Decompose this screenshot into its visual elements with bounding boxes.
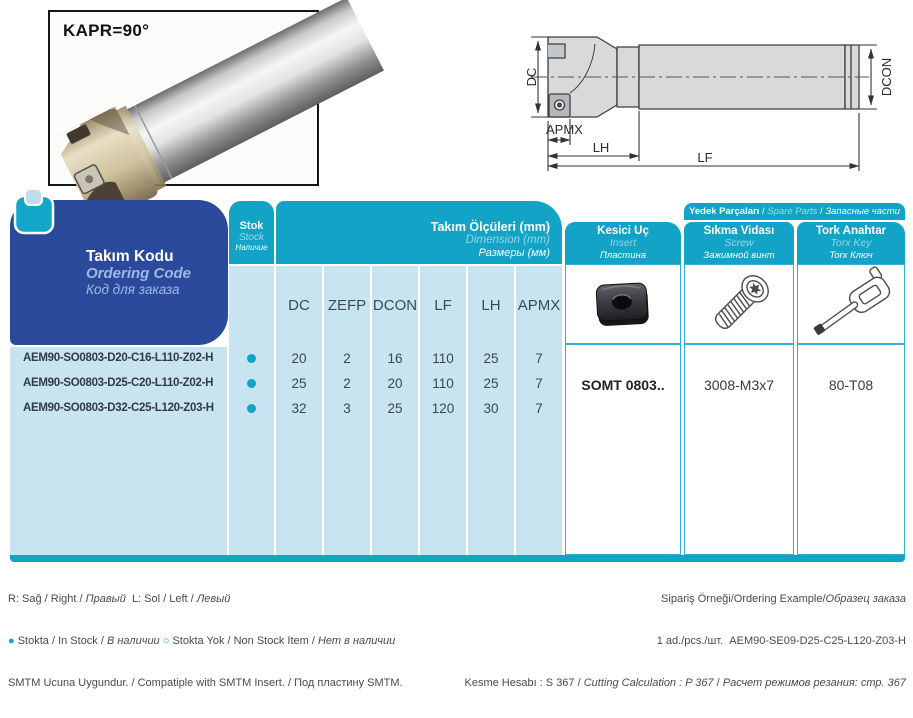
cell-dcon: 16 [387,351,403,366]
legend-stock-ru1: В наличии [106,635,160,647]
stock-label-tr: Stok [239,220,264,232]
legend-nonstock-ru: Нет в наличии [317,635,396,647]
column-header-apmx: APMX [517,296,561,314]
insert-label-ru: Пластина [600,249,646,261]
cell-apmx: 7 [535,351,543,366]
legend-stock-text: Stokta / In Stock / [14,635,107,647]
stock-status-cell [229,371,274,396]
cell-dcon: 20 [387,376,403,391]
legend-direction-text: R: Sağ / Right / [8,593,86,605]
table-row-code: AEM90-SO0803-D25-C20-L110-Z02-H [23,377,214,389]
insert-photo-wrap [566,267,680,341]
screw-label-ru: Зажимной винт [703,249,775,261]
cell-dc: 32 [291,401,307,416]
dim-lh-label: LH [592,140,610,155]
product-photo [48,10,319,186]
stock-label-en: Stock [238,232,264,243]
cutting-calc-ru: Расчет режимов резания: стр. 367 [722,677,906,689]
dimensions-header-band [276,201,562,264]
dim-lf-label: LF [697,150,713,165]
footer-right [464,564,906,718]
in-stock-dot [247,379,256,388]
divider-line [684,343,794,345]
cell-dc: 20 [291,351,307,366]
cell-apmx: 7 [535,401,543,416]
insert-column-body [565,264,681,555]
legend-nonstock-text: Stokta Yok / Non Stock Item / [172,635,318,647]
divider-line [565,343,681,345]
torx-column-header [797,222,905,264]
cell-dcon: 25 [387,401,403,416]
cell-lh: 30 [483,401,499,416]
insert-column-header [565,222,681,264]
spare-parts-label-ru: Запасные части [825,206,900,217]
spare-parts-sep2: / [817,206,826,217]
legend-direction-ru1: Правый [85,593,126,605]
technical-drawing [525,14,910,186]
cell-lf: 110 [432,376,454,391]
ordering-example-code: 1 ad./pcs./шт. AEM90-SE09-D25-C25-L120-Z03-H [656,635,906,647]
spare-parts-label-en: Spare Parts [767,206,818,217]
stock-column-header [229,201,274,264]
torx-key-illustration-wrap [798,267,904,341]
cutting-calc-sep: / [713,677,723,689]
legend-direction-text2: L: Sol / Left / [125,593,197,605]
footer-left [8,564,403,718]
spare-parts-sep1: / [759,206,768,217]
in-stock-dot [247,354,256,363]
torx-column-body [797,264,905,555]
cell-lf: 120 [431,401,455,416]
insert-photo [591,276,655,332]
ordering-example-ru: Образец заказа [825,593,906,605]
screw-column-body [684,264,794,555]
dimensions-label-tr: Takım Ölçüleri (mm) [430,220,550,234]
table-row-code: AEM90-SO0803-D20-C16-L110-Z02-H [23,352,214,364]
cell-lf: 110 [432,351,454,366]
screw-label-en: Screw [724,237,754,249]
column-header-lh: LH [481,296,501,314]
screw-illustration-wrap [685,267,793,341]
insert-label-en: Insert [609,237,637,249]
screw-part-code: 3008-M3x7 [703,377,775,393]
spare-parts-label-tr: Yedek Parçaları [689,206,760,217]
torx-label-en: Torx Key [830,237,872,249]
ordering-example-title [464,592,906,606]
kapr-caption: KAPR=90° [63,21,150,40]
torx-label-tr: Tork Anahtar [815,225,887,237]
legend-compatibility: SMTM Ucuna Uygundur. / Compatiple with SMTM Insert. / Под пластину SMTM. [8,677,403,689]
dimensions-label-en: Dimension (mm) [465,234,550,246]
cell-zefp: 2 [343,376,351,391]
screw-label-tr: Sıkma Vidası [703,225,775,237]
ordering-code-label-tr: Takım Kodu [86,248,174,265]
torx-label-ru: Torx Ключ [829,249,873,261]
screw-column-header [684,222,794,264]
column-header-dc: DC [288,296,310,314]
legend-direction [8,592,403,606]
dim-dc-label: DC [524,67,539,87]
dim-apmx-label: APMX [546,122,583,137]
divider-line [797,343,905,345]
cell-dc: 25 [291,376,307,391]
torx-key-illustration [799,267,903,341]
open-dot-icon: ○ [159,635,173,647]
dim-dcon-label: DCON [879,57,894,97]
cutting-calc-tr: Kesme Hesabı : S 367 / [464,677,584,689]
cell-zefp: 3 [343,401,351,416]
dimensions-label-ru: Размеры (мм) [478,246,550,259]
cell-zefp: 2 [343,351,351,366]
insert-part-code: SOMT 0803.. [581,377,665,393]
cell-lh: 25 [483,351,499,366]
torx-part-code: 80-T08 [828,377,874,393]
ordering-example-text: Sipariş Örneği/Ordering Example/ [661,593,826,605]
cutting-calc-en: Cutting Calculation : P 367 [583,677,714,689]
ordering-code-label-ru: Код для заказа [86,282,180,297]
insert-label-tr: Kesici Uç [597,225,649,237]
column-header-lf: LF [434,296,452,314]
stock-status-cell [229,396,274,421]
table-row-code: AEM90-SO0803-D32-C25-L120-Z03-H [23,402,214,414]
filled-dot-icon: ● [8,635,15,647]
stock-label-ru: Наличие [235,243,268,252]
column-header-zefp: ZEFP [327,296,367,314]
screw-illustration [692,267,786,341]
spare-parts-header-band [684,203,905,220]
legend-direction-ru2: Левый [196,593,231,605]
section-tab-icon [12,186,56,236]
cutting-calculation-ref [464,676,906,690]
legend-stock [8,634,403,648]
stock-status-cell [229,346,274,371]
table-bottom-bar [10,555,905,562]
in-stock-dot [247,404,256,413]
cell-apmx: 7 [535,376,543,391]
ordering-code-label-en: Ordering Code [86,265,192,282]
column-header-dcon: DCON [372,296,418,314]
cell-lh: 25 [483,376,499,391]
